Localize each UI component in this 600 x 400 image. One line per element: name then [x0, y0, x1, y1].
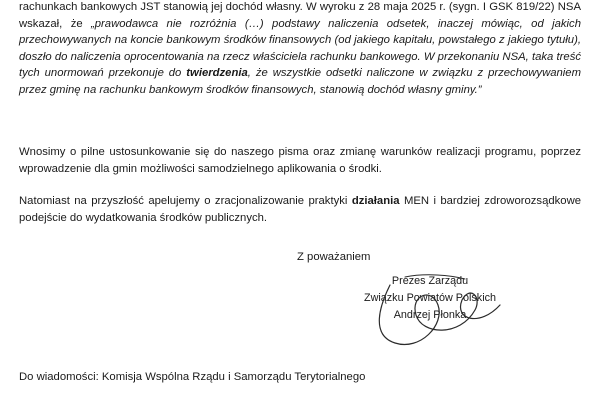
appeal-bold: działania: [351, 195, 400, 207]
court-quote: „prawodawca nie rozróżnia (…) podstawy naliczenia odsetek, inaczej mówiąc, od jakich przechowywanych na koncie bankowym środków finansowych (od jakiego kapitału, powstałego z jakiego tytułu), doszło do naliczenia oprocentowania na rzecz właściciela rachunku bankowego. W przekonaniu NSA, taka treść tych unormowań przekonuje do: [19, 17, 581, 80]
appeal-start: Natomiast na przyszłość apelujemy o zracjonalizowanie praktyki: [19, 195, 348, 207]
cc-line: Do wiadomości: Komisja Wspólna Rządu i Samorządu Terytorialnego: [19, 371, 366, 383]
paragraph-request: Wnosimy o pilne ustosunkowanie się do naszego pisma oraz zmianę warunków realizacji programu, poprzez wprowadzenie dla gmin możliwości samodzielnego aplikowania o środki.: [19, 146, 581, 175]
signature-title: Prezes Zarządu: [391, 275, 469, 287]
signature-name: Andrzej Płonka: [393, 309, 467, 321]
court-quote-bold: twierdzenia: [186, 67, 248, 80]
paragraph-court-ruling: [19, 0, 581, 99]
closing-greeting: Z poważaniem: [297, 251, 371, 263]
court-quote-end: , że wszystkie odsetki naliczone w związku z przechowywaniem przez gminę na rachunku bankowym środków finansowych, stanowią dochód własny gminy.”: [19, 67, 581, 96]
appeal-end: MEN i bardziej zdroworozsądkowe podejście do wydatkowania środków publicznych.: [19, 195, 582, 224]
paragraph-appeal: [19, 193, 581, 226]
signature-block: [330, 273, 530, 324]
signature-organization: Związku Powiatów Polskich: [363, 292, 496, 304]
paragraph-intro: rachunkach bankowych JST stanowią jej dochód własny. W wyroku z 28 maja 2025 r. (sygn. I GSK 819/22) NSA wskazał, że: [19, 1, 581, 30]
